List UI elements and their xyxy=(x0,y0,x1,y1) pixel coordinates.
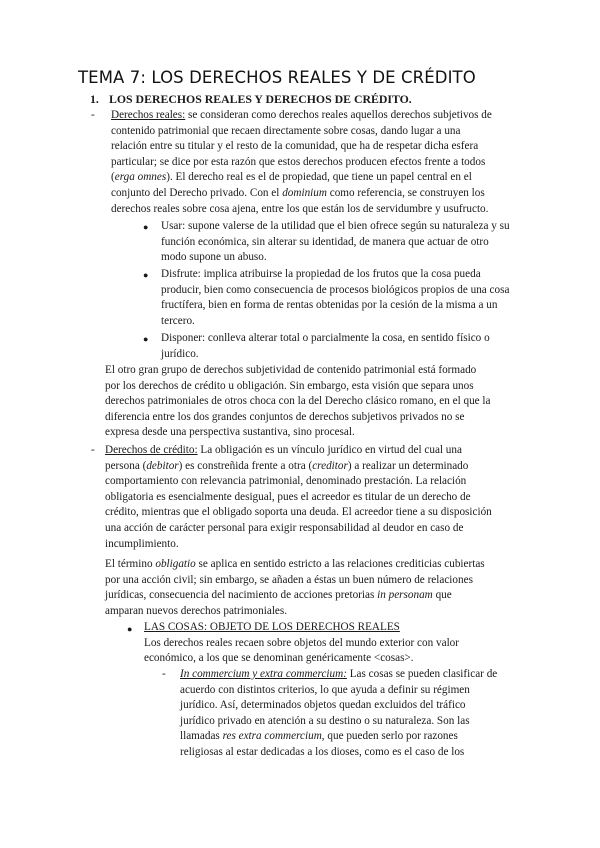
text-line: conjunto del Derecho privado. Con el dominium como referencia, se construyen los xyxy=(111,186,485,199)
bullet-dot: ● xyxy=(143,270,149,280)
text-line: comportamiento con relevancia patrimonial, denominado prestación. La relación xyxy=(105,475,467,488)
text-line: incumplimiento. xyxy=(105,537,179,550)
text-line: persona (debitor) es constreñida frente a otra (creditor) a realizar un determinado xyxy=(105,459,469,472)
text-line: amparan nuevos derechos patrimoniales. xyxy=(105,604,288,617)
derechos-credito-paragraph xyxy=(105,443,585,552)
dash-bullet: - xyxy=(162,668,166,680)
text-line: obligatoria es esencialmente desigual, pues el acreedor es titular de un derecho de xyxy=(105,490,471,503)
text-line: derechos patrimoniales de otros choca con la del Derecho clásico romano, en el que la xyxy=(105,395,491,408)
text-line: relación entre su titular y el resto de la comunidad, que ha de respetar dicha esfera xyxy=(111,140,479,153)
text-line: por una acción civil; sin embargo, se añaden a éstas un buen número de relaciones xyxy=(105,573,473,586)
text-line: El término obligatio se aplica en sentido estricto a las relaciones crediticias cubiertas xyxy=(105,558,485,570)
text-line: particular; se dice por esta razón que estos derechos producen efectos frente a todos xyxy=(111,155,486,168)
text-line: fructífera, bien en forma de rentas obtenidas por la cesión de la misma a un xyxy=(161,299,498,312)
text-line: jurídico privado en atención a su destino o su naturaleza. Son las xyxy=(180,714,470,727)
text-line: función económica, sin alterar su identidad, de manera que actuar de otro xyxy=(161,235,489,248)
text-line: Disponer: conlleva alterar total o parcialmente la cosa, en sentido físico o xyxy=(161,332,490,344)
text-line: crédito, mientras que el obligado soporta una deuda. El acreedor tiene a su disposición xyxy=(105,506,492,519)
bullet-disfrute xyxy=(161,267,586,329)
text-line: derechos reales sobre cosa ajena, entre los que están los de servidumbre y usufructo. xyxy=(111,202,489,215)
text-line: (erga omnes). El derecho real es el de propiedad, que tiene un papel central en el xyxy=(111,171,472,184)
text-line: una acción de carácter personal para exigir responsabilidad al deudor en caso de xyxy=(105,521,464,534)
text-line: jurídico. xyxy=(161,347,199,360)
bullet-usar xyxy=(161,219,586,266)
derechos-reales-label: Derechos reales: xyxy=(111,109,186,121)
text-line: religiosas al estar dedicadas a los dioses, como es el caso de los xyxy=(180,745,465,758)
bullet-disponer xyxy=(161,331,586,362)
text-line: Usar: supone valerse de la utilidad que el bien ofrece según su naturaleza y su xyxy=(161,220,510,232)
commercium-label: In commercium y extra commercium: xyxy=(180,668,347,680)
text-line: por los derechos de crédito u obligación. Sin embargo, esta visión que separa unos xyxy=(105,379,474,392)
text-line: producir, bien como consecuencia de procesos biológicos propios de una cosa xyxy=(161,283,510,296)
text-line: contenido patrimonial que recaen directamente sobre cosas, dando lugar a una xyxy=(111,124,461,137)
text-line: expresa desde una perspectiva sustantiva, sino procesal. xyxy=(105,426,355,439)
text-line: llamadas res extra commercium, que pueden serlo por razones xyxy=(180,730,458,743)
las-cosas-section xyxy=(144,620,584,667)
bullet-dot: ● xyxy=(127,624,133,634)
obligatio-paragraph xyxy=(105,557,585,619)
text-line: El otro gran grupo de derechos subjetividad de contenido patrimonial está formado xyxy=(105,364,477,376)
text-line: Los derechos reales recaen sobre objetos del mundo exterior con valor xyxy=(144,636,459,649)
text-line: económico, a los que se denominan genéricamente <cosas>. xyxy=(144,652,414,665)
section-heading-text: LOS DERECHOS REALES Y DERECHOS DE CRÉDITO. xyxy=(109,92,412,106)
section-heading xyxy=(90,92,412,108)
derechos-credito-label: Derechos de crédito: xyxy=(105,444,198,456)
text-line: Las cosas se pueden clasificar de xyxy=(346,668,498,680)
text-line: Disfrute: implica atribuirse la propiedad de los frutos que la cosa pueda xyxy=(161,268,481,280)
text-line: jurídico. Así, determinados objetos quedan excluidos del tráfico xyxy=(180,699,466,712)
bullet-dot: ● xyxy=(143,334,149,344)
text-line: tercero. xyxy=(161,314,195,327)
document-title: TEMA 7: LOS DERECHOS REALES Y DE CRÉDITO xyxy=(78,68,476,87)
section-number: 1. xyxy=(90,92,99,106)
text-line: acuerdo con distintos criterios, lo que ayuda a definir su régimen xyxy=(180,683,470,696)
text-line: La obligación es un vínculo jurídico en virtud del cual una xyxy=(197,444,462,456)
dash-bullet: - xyxy=(91,109,95,121)
text-line: modo supone un abuso. xyxy=(161,251,267,264)
las-cosas-heading: LAS COSAS: OBJETO DE LOS DERECHOS REALES xyxy=(144,621,400,633)
bullet-dot: ● xyxy=(143,222,149,232)
commercium-paragraph xyxy=(180,667,590,761)
otro-grupo-paragraph xyxy=(105,363,585,441)
text-line: se consideran como derechos reales aquellos derechos subjetivos de xyxy=(185,109,492,121)
text-line: diferencia entre los dos grandes conjuntos de derechos subjetivos privados no se xyxy=(105,410,465,423)
dash-bullet: - xyxy=(91,444,95,456)
derechos-reales-paragraph xyxy=(111,108,581,217)
text-line: jurídicas, consecuencia del nacimiento de acciones pretorias in personam que xyxy=(105,589,452,602)
